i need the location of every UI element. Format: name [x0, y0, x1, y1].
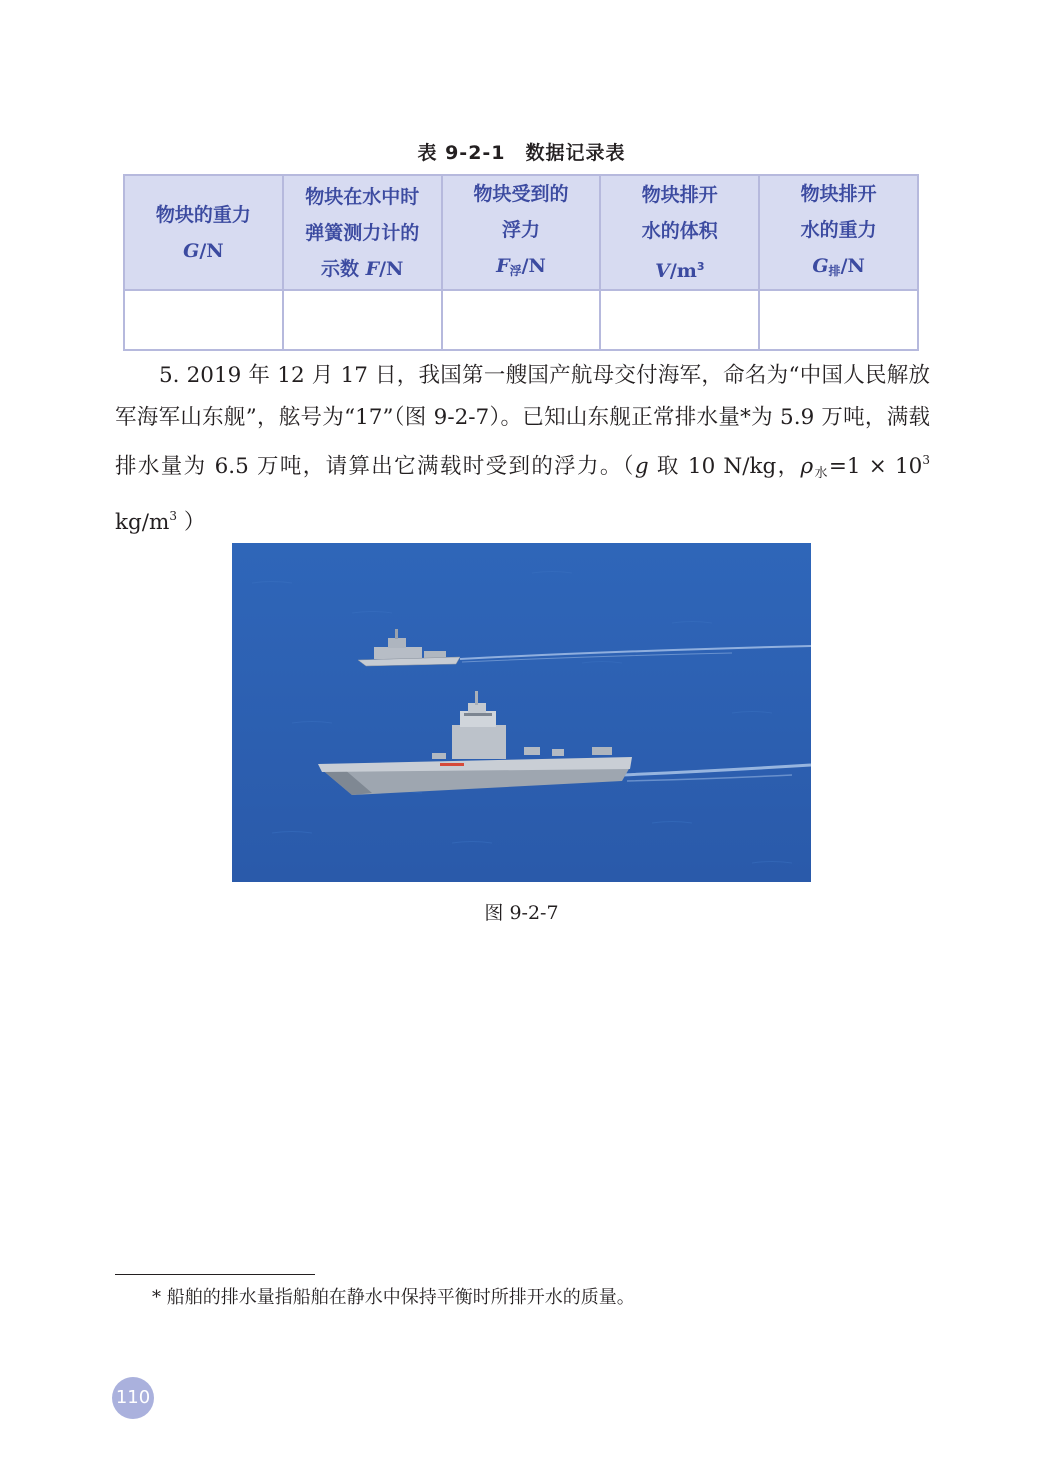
header-volume-sup: 3 — [696, 259, 705, 273]
page-number-badge: 110 — [112, 1377, 154, 1419]
footnote-divider — [115, 1274, 315, 1275]
header-volume-line-1: 物块排开 — [641, 183, 718, 206]
problem-rho-symbol: ρ — [800, 454, 814, 479]
header-weight-unit-line — [129, 233, 278, 269]
header-spring-unit-line — [288, 251, 437, 287]
header-buoyancy — [442, 175, 601, 290]
table-cell — [283, 290, 442, 350]
table-caption: 表 9-2-1 数据记录表 — [417, 142, 626, 164]
header-spring-symbol: F — [365, 257, 380, 280]
figure-caption: 图 9-2-7 — [484, 902, 559, 924]
header-dweight-unit: /N — [840, 255, 865, 277]
aircraft-carrier-photo — [232, 543, 811, 882]
footnote: * 船舶的排水量指船舶在静水中保持平衡时所排开水的质量。 — [152, 1287, 635, 1308]
header-displaced-weight — [759, 175, 918, 290]
header-dweight-line-2: 水的重力 — [800, 219, 877, 241]
header-buoyancy-unit: /N — [521, 255, 546, 277]
table-cell — [124, 290, 283, 350]
problem-text-part-4: kg/m — [115, 510, 170, 535]
problem-g-symbol: g — [634, 454, 649, 479]
sea-background — [232, 543, 811, 882]
data-record-table — [123, 174, 919, 351]
problem-text-part-1: 5. 2019 年 12 月 17 日，我国第一艘国产航母交付海军，命名为“中国人民解放军海军山东舰”，舷号为“17”（图 9-2-7）。已知山东舰正常排水量*为 5.9 万吨，满载排水量为 6.5 万吨，请算出它满载时受到的浮力。（ — [115, 363, 930, 479]
header-spring-line-2: 弹簧测力计的 — [305, 221, 420, 244]
table-header-row — [124, 175, 918, 290]
header-volume-line-2: 水的体积 — [641, 219, 718, 242]
header-buoyancy-line-1: 物块受到的 — [473, 183, 569, 205]
problem-text-part-3: =1 × 10 — [828, 454, 923, 479]
header-volume-unit: /m — [669, 259, 697, 282]
header-dweight-symbol: G — [812, 255, 829, 277]
problem-unit-sup: 3 — [169, 509, 178, 523]
header-weight — [124, 175, 283, 290]
problem-rho-sub: 水 — [813, 466, 829, 481]
header-dweight-unit-line — [764, 248, 913, 289]
header-buoyancy-unit-line — [447, 248, 596, 289]
header-weight-unit: /N — [199, 239, 224, 262]
problem-exp-sup: 3 — [922, 453, 930, 467]
header-displaced-volume — [600, 175, 759, 290]
header-buoyancy-sub: 浮 — [509, 264, 522, 278]
table-empty-row — [124, 290, 918, 350]
header-dweight-sub: 排 — [828, 264, 841, 278]
header-buoyancy-symbol: F — [496, 255, 510, 277]
header-volume-symbol: V — [655, 259, 670, 282]
table-cell — [600, 290, 759, 350]
header-buoyancy-line-2: 浮力 — [501, 219, 540, 241]
header-spring-prefix: 示数 — [320, 257, 366, 280]
table-cell — [759, 290, 918, 350]
header-spring-line-1: 物块在水中时 — [305, 185, 420, 208]
header-weight-line-1: 物块的重力 — [155, 203, 251, 226]
header-weight-symbol: G — [183, 239, 200, 262]
table-cell — [442, 290, 601, 350]
problem-5-text — [115, 355, 930, 544]
header-spring-unit: /N — [379, 257, 404, 280]
header-dweight-line-1: 物块排开 — [800, 183, 877, 205]
header-spring-reading — [283, 175, 442, 290]
problem-text-part-2: 取 10 N/kg， — [648, 454, 801, 479]
header-volume-unit-line — [605, 249, 754, 289]
problem-text-part-5: ） — [177, 510, 206, 535]
